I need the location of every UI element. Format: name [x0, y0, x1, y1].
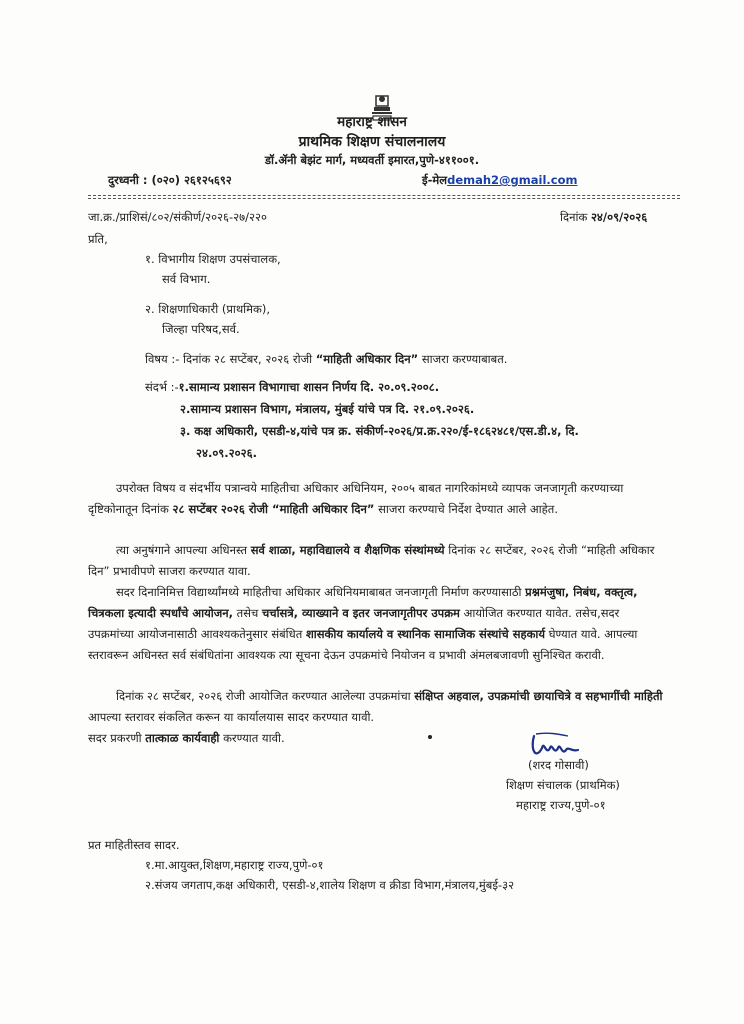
paragraph-text: करण्यात यावी.: [223, 731, 285, 745]
paragraph-highlight: शासकीय कार्यालये व स्थानिक सामाजिक संस्थांचे सहकार्य: [305, 627, 546, 641]
paragraph-text: आपल्या स्तरावर संकलित करून या कार्यालयास सादर करण्यात यावी.: [88, 710, 375, 724]
paragraph-text: सदर प्रकरणी: [88, 731, 142, 745]
paragraph-text: साजरा करण्याचे निर्देश देण्यात आले आहेत.: [378, 502, 558, 516]
paragraph-highlight: प्रश्नमंजुषा, निबंध, वक्तृत्व, चित्रकला इत्यादी स्पर्धांचे आयोजन,: [88, 585, 638, 620]
paragraph-highlight: तात्काळ कार्यवाही: [145, 731, 220, 745]
letterhead-address: डॉ.ॲनी बेझंट मार्ग, मध्यवर्ती इमारत,पुणे-४११००१.: [264, 153, 480, 167]
copy-label: प्रत माहितीस्तव सादर.: [88, 838, 180, 852]
to-label: प्रति,: [88, 232, 108, 246]
reference-item: १.सामान्य प्रशासन विभागाचा शासन निर्णय दि. २०.०९.२००८.: [178, 380, 440, 394]
signatory-title: शिक्षण संचालक (प्राथमिक): [506, 778, 620, 792]
subject-line: [145, 352, 507, 367]
letterhead-email: [422, 173, 578, 188]
signatory-name: (शरद गोसावी): [528, 758, 589, 772]
copy-item: १.मा.आयुक्त,शिक्षण,महाराष्ट्र राज्य,पुणे-०१: [145, 858, 324, 872]
paragraph-highlight: सर्व शाळा, महाविद्यालये व शैक्षणिक संस्थांमध्ये: [250, 543, 445, 557]
paragraph-text: दिनांक २८ सप्टेंबर, २०२६ रोजी “माहिती अधिकार दिन” प्रभावीपणे साजरा करण्यात यावा.: [88, 543, 655, 578]
paragraph-4: [88, 686, 668, 728]
letterhead-phone: दुरध्वनी : (०२०) २६१२५६९२: [108, 173, 232, 187]
paragraph-text: त्या अनुषंगाने आपल्या अधिनस्त: [116, 543, 248, 557]
signatory-place: महाराष्ट्र राज्य,पुणे-०१: [516, 798, 606, 812]
letterhead-office: प्राथमिक शिक्षण संचालनालय: [298, 134, 446, 150]
letterhead-department: महाराष्ट्र शासन: [337, 114, 407, 130]
paragraph-text: सदर दिनानिमित्त विद्यार्थ्यांमध्ये माहितीचा अधिकार अधिनियमाबाबत जनजागृती निर्माण करण्यासाठी: [116, 585, 522, 599]
paragraph-text: घेण्यात यावे. आपल्या स्तरावरून अधिनस्त सर्व संबंधितांना आवश्यक त्या सूचना देऊन उपक्रमांचे नियोजन व प्रभावी अंमलबजावणी सुनिश्चित करावी.: [88, 627, 638, 662]
references-label: संदर्भ :-: [145, 380, 179, 394]
paragraph-text: उपरोक्त विषय व संदर्भीय पत्रान्वये माहितीचा अधिकार अधिनियम, २००५ बाबत नागरिकांमध्ये व्यापक जनजागृती करण्याच्या दृष्टिकोनातून दिनांक: [88, 481, 624, 516]
paragraph-1: [88, 478, 668, 520]
email-label: ई-मेल: [422, 173, 448, 187]
recipient-2-line2: जिल्हा परिषद,सर्व.: [162, 322, 240, 336]
subject-highlight: “माहिती अधिकार दिन”: [315, 352, 419, 366]
date-value: २४/०९/२०२६: [590, 210, 648, 224]
email-link[interactable]: demah2@gmail.com: [447, 173, 578, 187]
paragraph-text: आयोजित करण्यात यावेत. तसेच,सदर उपक्रमांच्या आयोजनासाठी आवश्यकतेनुसार संबंधित: [88, 606, 620, 641]
date-label: दिनांक: [560, 210, 588, 224]
paragraph-text: तसेच: [236, 606, 259, 620]
references-line-1: [145, 380, 439, 395]
ink-dot: [428, 735, 432, 739]
subject-prefix: विषय :- दिनांक २८ सप्टेंबर, २०२६ रोजी: [145, 352, 313, 366]
recipient-2-line1: २. शिक्षणाधिकारी (प्राथमिक),: [145, 302, 271, 316]
recipient-1-line1: १. विभागीय शिक्षण उपसंचालक,: [145, 252, 281, 266]
copy-item: २.संजय जगताप,कक्ष अधिकारी, एसडी-४,शालेय शिक्षण व क्रीडा विभाग,मंत्रालय,मुंबई-३२: [145, 878, 515, 892]
reference-item: २.सामान्य प्रशासन विभाग, मंत्रालय, मुंबई यांचे पत्र दि. २१.०९.२०२६.: [180, 402, 475, 416]
divider: [88, 195, 680, 196]
paragraph-5: [88, 728, 408, 749]
paragraph-highlight: २८ सप्टेंबर २०२६ रोजी “माहिती अधिकार दिन”: [172, 502, 375, 516]
recipient-1-line2: सर्व विभाग.: [162, 272, 211, 286]
paragraph-text: दिनांक २८ सप्टेंबर, २०२६ रोजी आयोजित करण्यात आलेल्या उपक्रमांचा: [116, 689, 411, 703]
reference-date: [560, 210, 647, 225]
reference-item: २४.०९.२०२६.: [196, 446, 257, 460]
paragraph-highlight: संक्षिप्त अहवाल, उपक्रमांची छायाचित्रे व सहभागींची माहिती: [414, 689, 663, 703]
reference-item: ३. कक्ष अधिकारी, एसडी-४,यांचे पत्र क्र. संकीर्ण-२०२६/प्र.क्र.२२०/ई-१८६२४८१/एस.डी.४, दि.: [180, 424, 579, 438]
divider: [88, 198, 680, 199]
paragraph-highlight: चर्चासत्रे, व्याख्याने व इतर जनजागृतीपर उपक्रम: [261, 606, 460, 620]
paragraph-2: [88, 540, 668, 582]
reference-number: जा.क्र./प्राशिसं/८०२/संकीर्ण/२०२६-२७/२२०: [88, 210, 267, 224]
subject-suffix: साजरा करण्याबाबत.: [421, 352, 508, 366]
paragraph-3: [88, 582, 668, 666]
